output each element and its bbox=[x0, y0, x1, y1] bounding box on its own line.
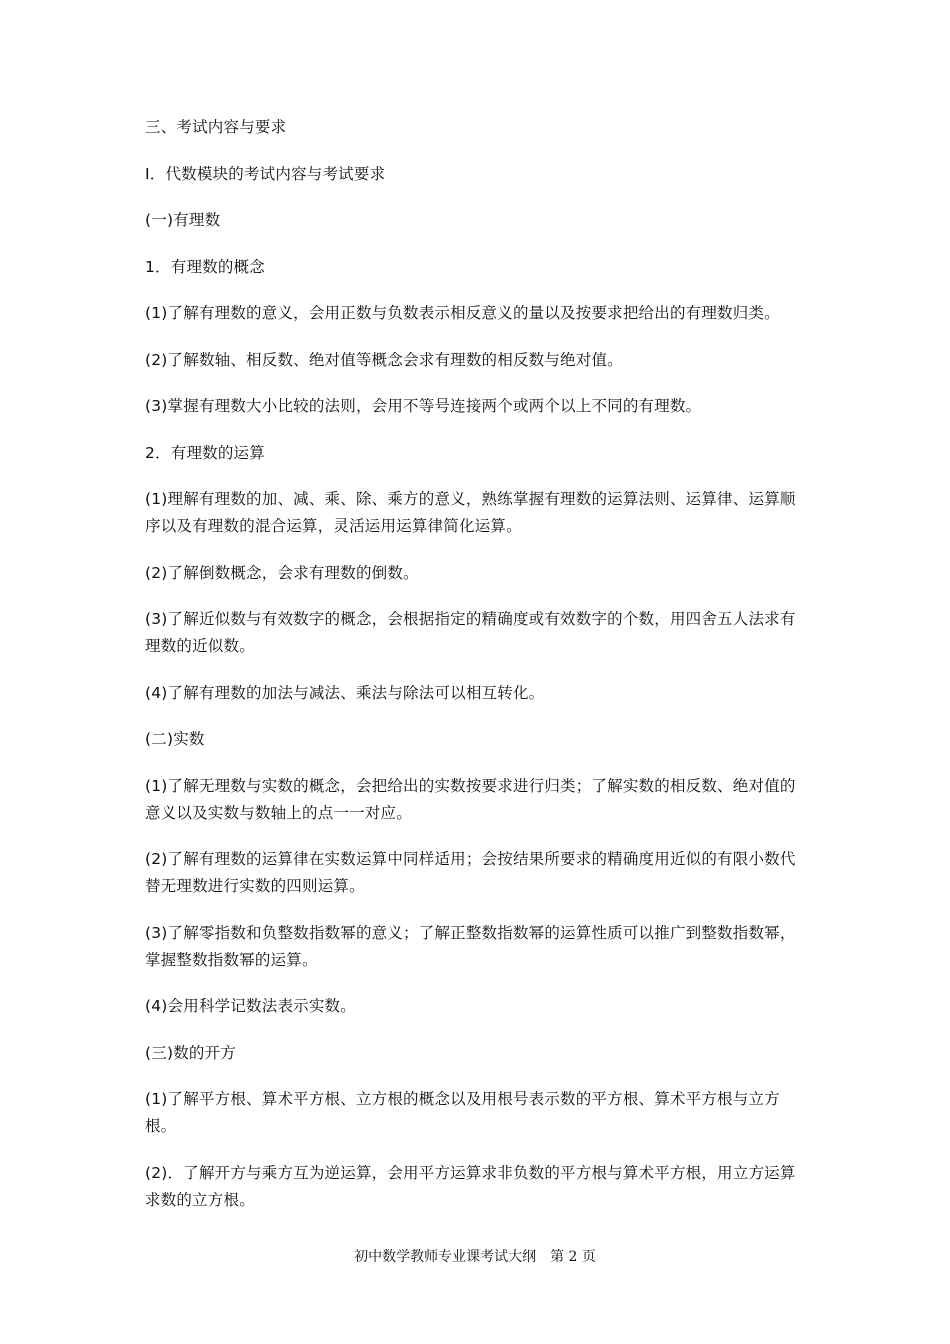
subsection-heading: (一)有理数 bbox=[145, 211, 221, 229]
paragraph: (3)了解近似数与有效数字的概念，会根据指定的精确度或有效数字的个数，用四舍五人法求有理数的近似数。 bbox=[145, 610, 796, 655]
subsection-heading: (三)数的开方 bbox=[145, 1043, 236, 1062]
paragraph: (2)．了解开方与乘方互为逆运算，会用平方运算求非负数的平方根与算术平方根，用立方运算求数的立方根。 bbox=[145, 1163, 796, 1209]
paragraph: (2)了解有理数的运算律在实数运算中同样适用；会按结果所要求的精确度用近似的有限小数代替无理数进行实数的四则运算。 bbox=[145, 850, 796, 895]
module-heading: Ⅰ．代数模块的考试内容与考试要求 bbox=[145, 164, 386, 183]
topic-heading: 1．有理数的概念 bbox=[145, 257, 265, 276]
section-heading: 三、考试内容与要求 bbox=[145, 118, 287, 136]
page-footer: 初中数学教师专业课考试大纲 第 2 页 bbox=[354, 1249, 596, 1265]
subsection-heading: (二)实数 bbox=[145, 730, 205, 748]
paragraph: (1)了解平方根、算术平方根、立方根的概念以及用根号表示数的平方根、算术平方根与立方根。 bbox=[145, 1090, 780, 1135]
paragraph: (4)会用科学记数法表示实数。 bbox=[145, 997, 356, 1015]
paragraph: (2)了解数轴、相反数、绝对值等概念会求有理数的相反数与绝对值。 bbox=[145, 350, 623, 369]
paragraph: (2)了解倒数概念，会求有理数的倒数。 bbox=[145, 563, 419, 582]
paragraph: (1)理解有理数的加、减、乘、除、乘方的意义，熟练掌握有理数的运算法则、运算律、运算顺序以及有理数的混合运算，灵活运用运算律简化运算。 bbox=[145, 490, 796, 535]
document-body bbox=[145, 114, 810, 1233]
paragraph: (4)了解有理数的加法与减法、乘法与除法可以相互转化。 bbox=[145, 683, 545, 702]
paragraph: (3)了解零指数和负整数指数幂的意义；了解正整数指数幂的运算性质可以推广到整数指数幂，掌握整数指数幂的运算。 bbox=[145, 923, 796, 969]
topic-heading: 2．有理数的运算 bbox=[145, 443, 265, 462]
paragraph: (3)掌握有理数大小比较的法则，会用不等号连接两个或两个以上不同的有理数。 bbox=[145, 397, 702, 415]
paragraph: (1)了解无理数与实数的概念，会把给出的实数按要求进行归类；了解实数的相反数、绝对值的意义以及实数与数轴上的点一一对应。 bbox=[145, 776, 796, 822]
paragraph: (1)了解有理数的意义，会用正数与负数表示相反意义的量以及按要求把给出的有理数归类。 bbox=[145, 304, 780, 322]
